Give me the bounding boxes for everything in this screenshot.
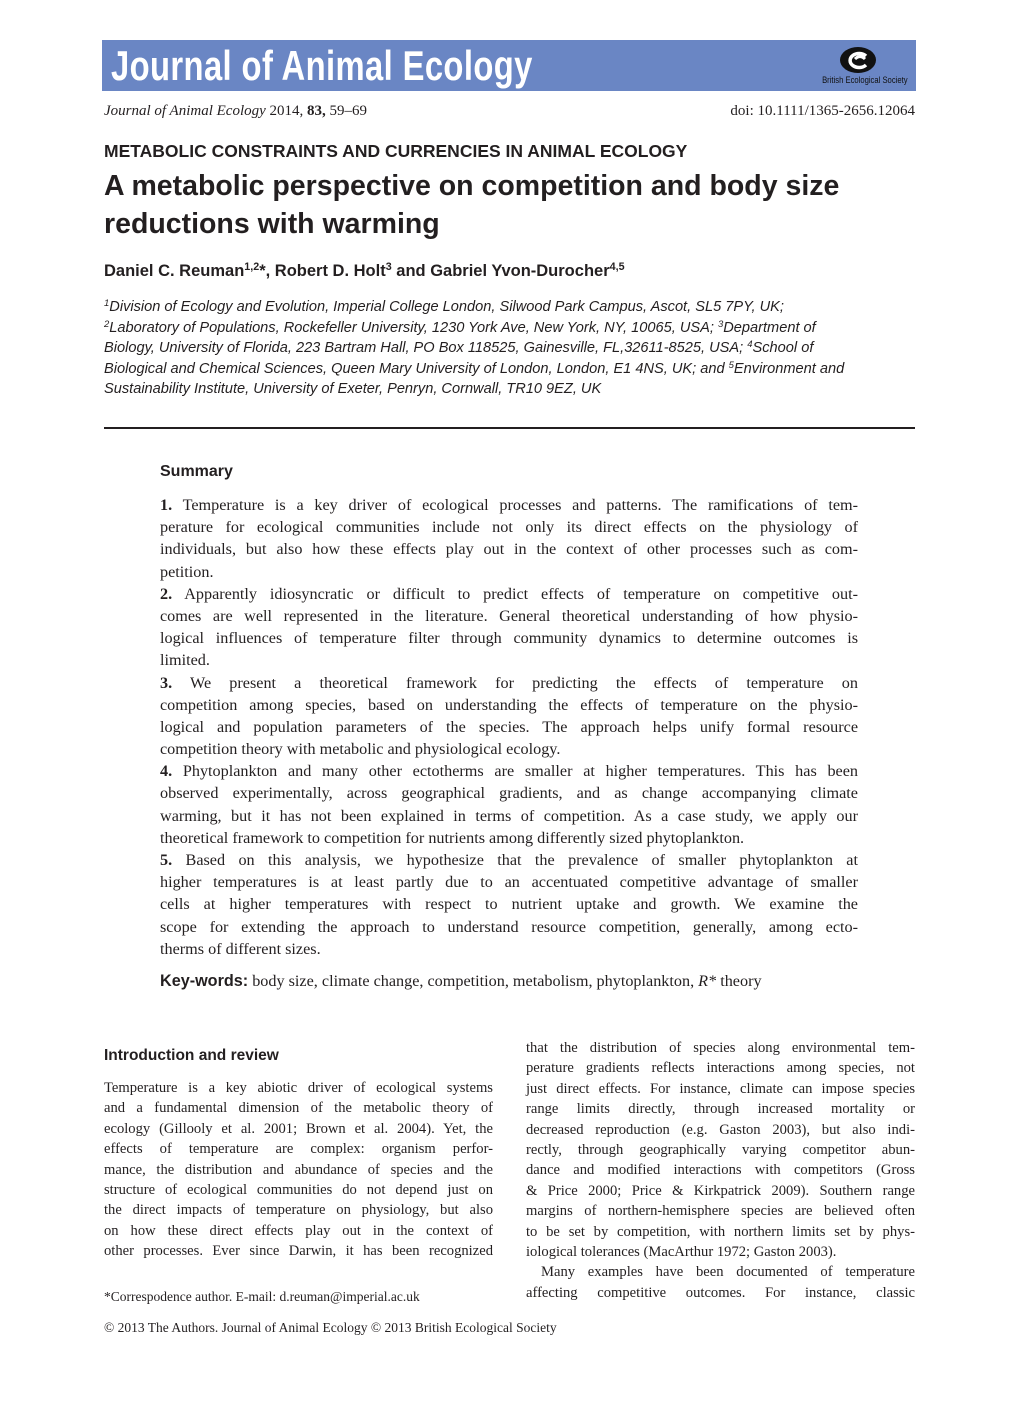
body-line-text: ecology (Gillooly et al. 2001; Brown et al. 2004). Yet, the: [104, 1120, 493, 1137]
body-line: [526, 1242, 915, 1262]
body-line-text: affecting competitive outcomes. For instance, classic: [526, 1284, 915, 1301]
citation: [104, 101, 367, 121]
summary-line-text: theoretical framework to competition for nutrients among differently sized phytoplankton.: [160, 828, 745, 847]
body-line-text: perature gradients reflects interactions among species, not: [526, 1060, 915, 1077]
affiliation-text: Laboratory of Populations, Rockefeller University, 1230 York Ave, New York, NY, 10065, USA;: [109, 319, 718, 336]
affiliation-line: [104, 318, 916, 339]
summary-line-text: higher temperatures is at least partly due to an accentuated competitive advantage of smaller: [160, 873, 858, 892]
summary-line: [160, 738, 858, 760]
summary-item-number: 1.: [160, 496, 173, 514]
body-line: [526, 1038, 915, 1058]
summary-line-text: perature for ecological communities include not only its direct effects on the physiology of: [160, 518, 858, 537]
summary-line: [160, 849, 858, 871]
summary-line: [160, 938, 858, 960]
summary-line-text: individuals, but also how these effects play out in the context of other processes such as com-: [160, 540, 858, 559]
affiliation-text: School of: [752, 340, 814, 356]
body-line: [526, 1283, 915, 1303]
body-line-text: Many examples have been documented of temperature: [541, 1264, 915, 1281]
body-line: [526, 1160, 915, 1180]
affiliation-sup: 1: [104, 297, 110, 309]
body-line-text: range limits directly, through increased mortality or: [526, 1101, 915, 1118]
affiliation-line: [104, 338, 916, 359]
body-line-text: the direct impacts of temperature on physiology, but also: [104, 1202, 493, 1219]
affiliation-line: [104, 359, 916, 380]
body-line-text: & Price 2000; Price & Kirkpatrick 2009). Southern range: [526, 1182, 915, 1199]
body-line: [104, 1078, 493, 1098]
summary-line: [160, 516, 858, 538]
summary-line: [160, 716, 858, 738]
summary-line: [160, 494, 858, 516]
summary-line: [160, 871, 858, 893]
affiliation-sup: 4: [747, 338, 753, 350]
summary-line: [160, 827, 858, 849]
affiliation-sup: 2: [104, 318, 110, 330]
body-line: [526, 1181, 915, 1201]
affiliation-text: Department of: [723, 319, 816, 336]
summary-item-number: 3.: [160, 673, 173, 692]
body-line: [104, 1098, 493, 1118]
summary-line-text: warming, but it has not been explained in terms of competition. As a case study, we apply our: [160, 806, 858, 825]
body-line-text: mance, the distribution and abundance of species and the: [104, 1161, 493, 1178]
divider: [104, 427, 915, 429]
summary-line-text: logical influences of temperature filter through community dynamics to determine outcomes is: [160, 629, 858, 648]
summary-item-number: 4.: [160, 762, 173, 781]
author-name: Daniel C. Reuman: [104, 262, 245, 280]
section-kicker: METABOLIC CONSTRAINTS AND CURRENCIES IN ANIMAL ECOLOGY: [104, 141, 688, 161]
author-name: Robert D. Holt: [274, 262, 386, 280]
keywords: [160, 972, 762, 991]
affiliation-text: Environment and: [733, 360, 845, 377]
affiliation-text: Biological and Chemical Sciences, Queen Mary University of London, London, E1 4NS, UK; and: [104, 360, 729, 377]
body-line-text: just direct effects. For instance, climate can impose species: [526, 1080, 915, 1097]
summary-line-text: Apparently idiosyncratic or difficult to predict effects of temperature on competitive out-: [184, 584, 858, 603]
keywords-label: Key-words:: [160, 972, 249, 990]
summary-line: [160, 805, 858, 827]
body-line-text: rectly, through geographically varying competitor abun-: [526, 1141, 915, 1158]
body-line-text: and a fundamental dimension of the metabolic theory of: [104, 1100, 493, 1117]
summary-line: [160, 694, 858, 716]
body-line-text: iological tolerances (MacArthur 1972; Gaston 2003).: [526, 1243, 837, 1260]
journal-banner: [102, 40, 916, 91]
body-line: [104, 1180, 493, 1200]
summary-line-text: scope for extending the approach to understand resource competition, generally, among ecto-: [160, 917, 858, 936]
affiliation-sup: 3: [717, 318, 724, 330]
summary-line-text: Based on this analysis, we hypothesize that the prevalence of smaller phytoplankton at: [185, 851, 858, 869]
summary-line: [160, 561, 858, 583]
left-column: [104, 1078, 493, 1262]
author-affil-sup: 1,2: [244, 261, 260, 274]
citation-volume: 83,: [307, 103, 326, 119]
summary-line: [160, 672, 858, 694]
summary-body: [160, 494, 858, 960]
intro-heading: Introduction and review: [104, 1047, 279, 1064]
summary-heading: Summary: [160, 463, 233, 480]
summary-line-text: limited.: [160, 651, 210, 670]
citation-pages: 59–69: [329, 103, 368, 119]
summary-line: [160, 782, 858, 804]
summary-line: [160, 760, 858, 782]
body-line-text: that the distribution of species along environmental tem-: [526, 1040, 915, 1056]
summary-line-text: We present a theoretical framework for predicting the effects of temperature on: [190, 673, 858, 692]
body-line-text: on how these direct effects play out in the context of: [104, 1222, 493, 1239]
body-line-text: decreased reproduction (e.g. Gaston 2003), but also indi-: [526, 1121, 915, 1138]
body-line-text: dance and modified interactions with competitors (Gross: [526, 1162, 915, 1179]
body-line-text: to be set by competition, with northern limits set by phys-: [526, 1223, 915, 1240]
affiliation-sup: 5: [728, 359, 734, 371]
author-affil-sup: 3: [385, 261, 392, 274]
body-line: [526, 1079, 915, 1099]
author-affil-sup: 4,5: [609, 261, 625, 274]
body-line: [526, 1222, 915, 1242]
body-line: [104, 1119, 493, 1139]
affiliation-text: Biology, University of Florida, 223 Bartram Hall, PO Box 118525, Gainesville, FL,32611-8525, USA;: [104, 340, 748, 356]
keywords-tail: theory: [716, 972, 762, 990]
right-column: [526, 1038, 915, 1303]
affiliations: [104, 297, 916, 400]
body-line-text: other processes. Ever since Darwin, it has been recognized: [104, 1243, 493, 1260]
summary-line-text: Phytoplankton and many other ectotherms are smaller at higher temperatures. This has been: [182, 762, 858, 781]
body-line: [526, 1262, 915, 1282]
body-line: [526, 1120, 915, 1140]
summary-line: [160, 649, 858, 671]
correspondence-footnote: *Correspodence author. E-mail: d.reuman@imperial.ac.uk: [104, 1289, 420, 1304]
body-line-text: effects of temperature are complex: organism perfor-: [104, 1141, 493, 1158]
summary-line: [160, 916, 858, 938]
summary-line: [160, 538, 858, 560]
body-line-text: margins of northern-hemisphere species are believed often: [526, 1203, 915, 1220]
society-logo-text: British Ecological Society: [822, 75, 908, 85]
summary-item-number: 5.: [160, 851, 173, 869]
affiliation-line: [104, 379, 916, 400]
summary-line-text: petition.: [160, 562, 214, 581]
article-title: A metabolic perspective on competition and body size reductions with warming: [104, 170, 840, 240]
summary-line-text: logical and population parameters of the species. The approach helps unify formal resource: [160, 717, 858, 736]
summary-line-text: competition among species, based on understanding the effects of temperature on the physio-: [160, 695, 858, 714]
summary-item-number: 2.: [160, 584, 173, 603]
journal-title: Journal of Animal Ecology: [111, 42, 533, 89]
body-line: [104, 1241, 493, 1261]
body-line-text: structure of ecological communities do not depend just on: [104, 1181, 493, 1198]
summary-line-text: therms of different sizes.: [160, 939, 321, 958]
summary-line-text: cells at higher temperatures with respect to nutrient uptake and growth. We examine the: [160, 895, 858, 914]
body-line: [104, 1160, 493, 1180]
summary-line: [160, 605, 858, 627]
body-line-text: Temperature is a key abiotic driver of ecological systems: [104, 1080, 493, 1096]
keywords-text: body size, climate change, competition, metabolism, phytoplankton,: [248, 972, 699, 990]
citation-journal: Journal of Animal Ecology: [104, 103, 266, 119]
summary-line: [160, 627, 858, 649]
body-line: [526, 1201, 915, 1221]
keywords-rstar: R*: [698, 972, 717, 990]
summary-line-text: comes are well represented in the literature. General theoretical understanding of how physio-: [160, 606, 858, 625]
summary-line: [160, 583, 858, 605]
author-separator: *,: [259, 262, 275, 280]
authors: [104, 262, 625, 281]
body-line: [526, 1099, 915, 1119]
copyright: © 2013 The Authors. Journal of Animal Ecology © 2013 British Ecological Society: [104, 1320, 557, 1335]
affiliation-text: Sustainability Institute, University of Exeter, Penryn, Cornwall, TR10 9EZ, UK: [104, 381, 602, 397]
summary-line-text: Temperature is a key driver of ecological processes and patterns. The ramifications of tem-: [182, 496, 858, 514]
society-logo: [808, 44, 908, 88]
doi: doi: 10.1111/1365-2656.12064: [730, 103, 915, 119]
body-line: [526, 1058, 915, 1078]
citation-year: 2014,: [269, 103, 304, 119]
body-line: [104, 1139, 493, 1159]
affiliation-text: Division of Ecology and Evolution, Imperial College London, Silwood Park Campus, Ascot, SL5 7PY, UK;: [109, 299, 784, 315]
affiliation-line: [104, 297, 916, 318]
author-name: Gabriel Yvon-Durocher: [430, 262, 610, 280]
author-separator: and: [391, 262, 431, 280]
body-line: [104, 1200, 493, 1220]
summary-line: [160, 893, 858, 915]
summary-line-text: competition theory with metabolic and physiological ecology.: [160, 740, 561, 759]
summary-line-text: observed experimentally, across geographical gradients, and as change accompanying climate: [160, 784, 858, 803]
body-line: [526, 1140, 915, 1160]
body-line: [104, 1221, 493, 1241]
